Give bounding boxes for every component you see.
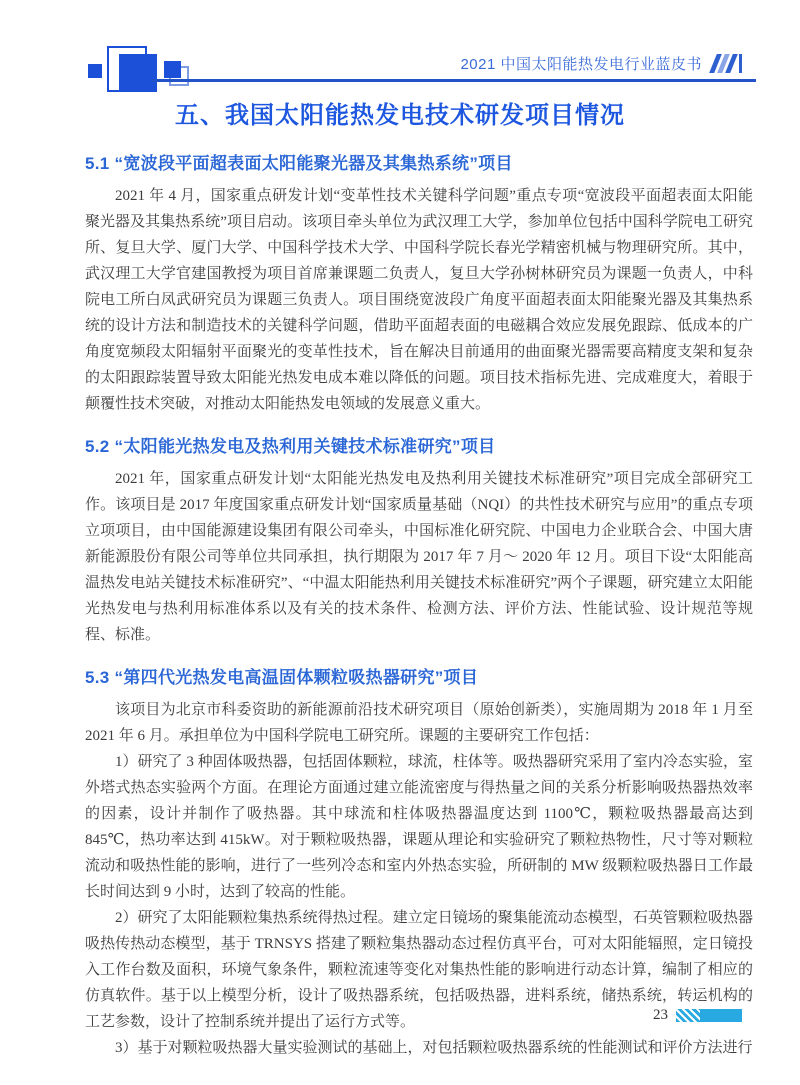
page-footer bbox=[653, 1007, 742, 1024]
section-5-3 bbox=[85, 663, 753, 1061]
section-5-1 bbox=[85, 149, 753, 417]
page-title: 五、我国太阳能热发电技术研发项目情况 bbox=[175, 102, 625, 129]
header-divider bbox=[152, 79, 756, 82]
paragraph: 2021 年 4 月，国家重点研发计划“变革性技术关键科学问题”重点专项“宽波段平面超表面太阳能聚光器及其集热系统”项目启动。该项目牵头单位为武汉理工大学，参加单位包括中国科学院电工研究所、复旦大学、厦门大学、中国科学技术大学、中国科学院长春光学精密机械与物理研究所。其中，武汉理工大学官建国教授为项目首席兼课题二负责人，复旦大学孙树林研究员为课题一负责人，中科院电工所白凤武研究员为课题三负责人。项目围绕宽波段广角度平面超表面太阳能聚光器及其集热系统的设计方法和制造技术的关键科学问题，借助平面超表面的电磁耦合效应发展免跟踪、低成本的广角度宽频段太阳辐射平面聚光的变革性技术，旨在解决目前通用的曲面聚光器需要高精度支架和复杂的太阳跟踪装置导致太阳能光热发电成本难以降低的问题。项目技术指标先进、完成难度大，着眼于颠覆性技术突破，对推动太阳能热发电领域的发展意义重大。 bbox=[85, 188, 753, 412]
paragraph: 2021 年，国家重点研发计划“太阳能光热发电及热利用关键技术标准研究”项目完成全部研究工作。该项目是 2017 年度国家重点研发计划“国家质量基础（NQI）的共性技术研究与应用”的重点专项立项项目，由中国能源建设集团有限公司牵头，中国标准化研究院、中国电力企业联合会、中国大唐新能源股份有限公司等单位共同承担，执行期限为 2017 年 7 月～ 2020 年 12 月。项目下设“太阳能高温热发电站关键技术标准研究”、“中温太阳能热利用关键技术标准研究”两个子课题，研究建立太阳能光热发电与热利用标准体系以及有关的技术条件、检测方法、评价方法、性能试验、设计规范等规程、标准。 bbox=[85, 471, 753, 643]
striped-page-bar-icon bbox=[676, 1009, 742, 1022]
blue-squares-logo-icon bbox=[86, 44, 190, 96]
paragraph: 3）基于对颗粒吸热器大量实验测试的基础上，对包括颗粒吸热器系统的性能测试和评价方法进行 bbox=[115, 1040, 753, 1056]
triple-slash-icon bbox=[713, 54, 742, 74]
logo-square-small bbox=[88, 64, 102, 78]
section-5-2 bbox=[85, 432, 753, 648]
vertical-bar-mark bbox=[739, 54, 742, 73]
paragraph: 2）研究了太阳能颗粒集热系统得热过程。建立定日镜场的聚集能流动态模型，石英管颗粒吸热器吸热传热动态模型，基于 TRNSYS 搭建了颗粒集热器动态过程仿真平台，可对太阳能辐照，定日镜投入工作台数及面积，环境气象条件，颗粒流速等变化对集热性能的影响进行动态计算，编制了相应的仿真软件。基于以上模型分析，设计了吸热器系统，包括吸热器，进料系统，储热系统，转运机构的工艺参数，设计了控制系统并提出了运行方式等。 bbox=[85, 910, 753, 1030]
section-heading: 5.3 “第四代光热发电高温固体颗粒吸热器研究”项目 bbox=[85, 668, 479, 687]
section-heading: 5.1 “宽波段平面超表面太阳能聚光器及其集热系统”项目 bbox=[85, 154, 513, 173]
page-number: 23 bbox=[653, 1007, 668, 1023]
bar-stripes bbox=[676, 1009, 700, 1022]
booklet-title: 2021 中国太阳能热发电行业蓝皮书 bbox=[460, 56, 702, 73]
logo-square-medium bbox=[164, 61, 181, 78]
section-heading: 5.2 “太阳能光热发电及热利用关键技术标准研究”项目 bbox=[85, 437, 496, 456]
header-right bbox=[460, 53, 742, 74]
logo-square-large bbox=[119, 54, 157, 92]
paragraph: 1）研究了 3 种固体吸热器，包括固体颗粒，球流，柱体等。吸热器研究采用了室内冷态实验，室外塔式热态实验两个方面。在理论方面通过建立能流密度与得热量之间的关系分析影响吸热器热效率的因素，设计并制作了吸热器。其中球流和柱体吸热器温度达到 1100℃，颗粒吸热器最高达到 845℃，热功率达到 415kW。对于颗粒吸热器，课题从理论和实验研究了颗粒热物性，尺寸等对颗粒流动和吸热性能的影响，进行了一些列冷态和室内外热态实验，所研制的 MW 级颗粒吸热器日工作最长时间达到 9 小时，达到了较高的性能。 bbox=[85, 754, 753, 900]
document-body bbox=[85, 149, 753, 1061]
paragraph: 该项目为北京市科委资助的新能源前沿技术研究项目（原始创新类），实施周期为 2018 年 1 月至 2021 年 6 月。承担单位为中国科学院电工研究所。课题的主要研究工作包括： bbox=[85, 702, 753, 744]
